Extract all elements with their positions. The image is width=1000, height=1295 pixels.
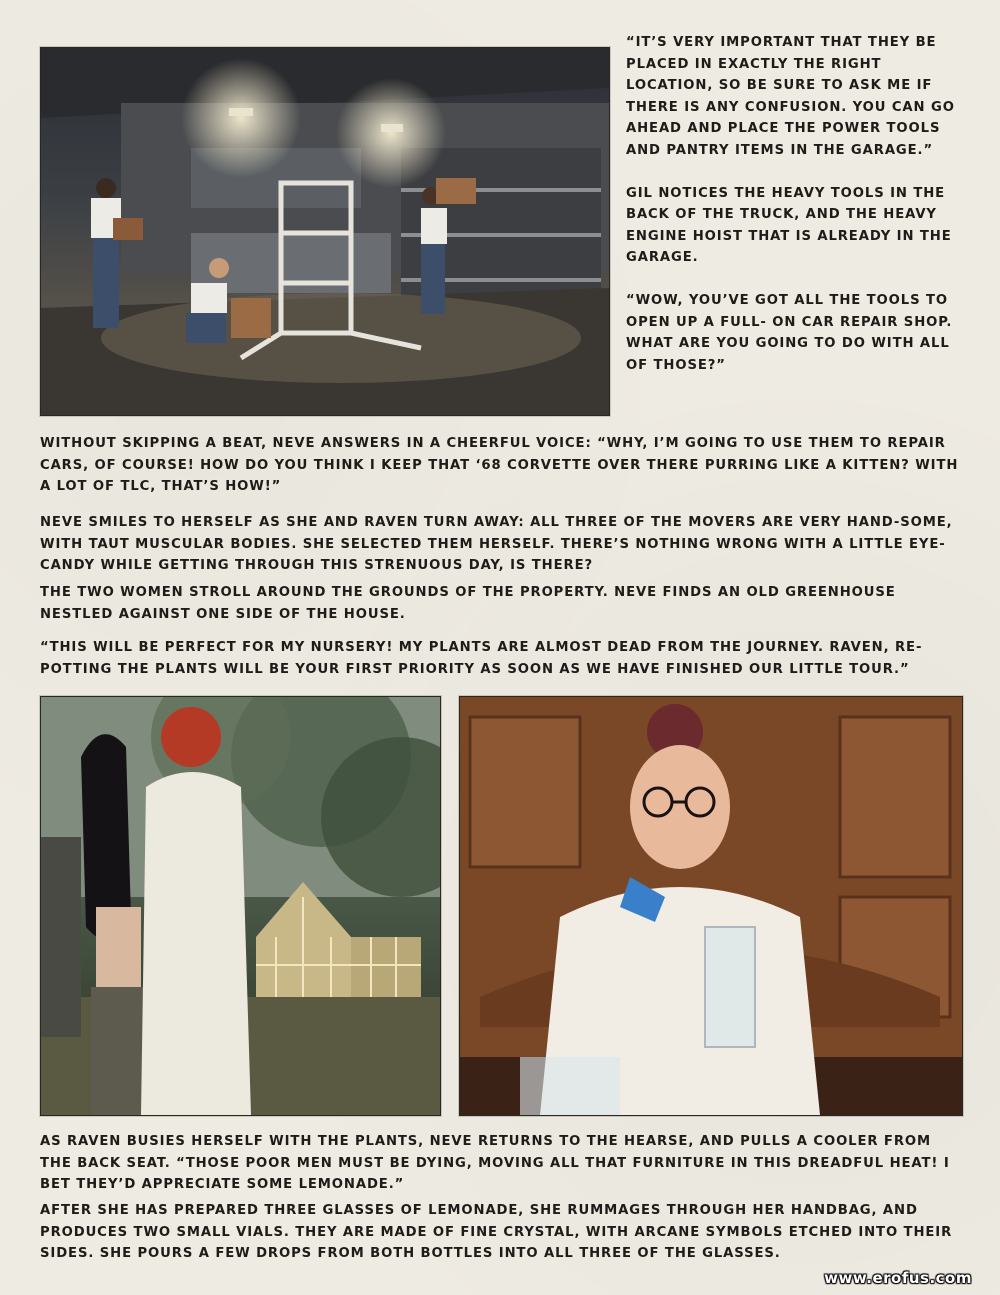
watermark: www.erofus.com [824,1269,972,1287]
greenhouse-illustration [40,696,441,1116]
garage-illustration [40,47,610,416]
narration-movers: NEVE SMILES TO HERSELF AS SHE AND RAVEN TURN AWAY: ALL THREE OF THE MOVERS ARE VERY HAND-SOME, WITH TAUT MUSCULAR BODIES. SHE SELECTED THEM HERSELF. THERE’S NOTHING WRONG WITH A LITTLE EYE-CANDY WHILE GETTING THROUGH THIS STRENUOUS DAY, IS THERE? [40,515,953,573]
kitchen-illustration [459,696,963,1116]
narration-cooler: AS RAVEN BUSIES HERSELF WITH THE PLANTS, NEVE RETURNS TO THE HEARSE, AND PULLS A COOLER FROM THE BACK SEAT. “THOSE POOR MEN MUST BE DYING, MOVING ALL THAT FURNITURE IN THIS DREADFUL HEAT! I BET THEY’D APPRECIATE SOME LEMONADE.” [40,1134,950,1192]
narration-cheerful-answer: WITHOUT SKIPPING A BEAT, NEVE ANSWERS IN A CHEERFUL VOICE: “WHY, I’M GOING TO USE THEM TO REPAIR CARS, OF COURSE! HOW DO YOU THINK I KEEP THAT ‘68 CORVETTE OVER THERE PURRING LIKE A KITTEN? WITH A LOT OF TLC, THAT’S HOW!” [40,436,959,494]
narration-stroll: THE TWO WOMEN STROLL AROUND THE GROUNDS OF THE PROPERTY. NEVE FINDS AN OLD GREENHOUSE NESTLED AGAINST ONE SIDE OF THE HOUSE. [40,585,896,622]
narration-top-right: “IT’S VERY IMPORTANT THAT THEY BE PLACED IN EXACTLY THE RIGHT LOCATION, SO BE SURE TO ASK ME IF THERE IS ANY CONFUSION. YOU CAN GO AHEAD AND PLACE THE POWER TOOLS AND PANTRY ITEMS IN THE GARAGE.” GIL NOTICES THE HEAVY TOOLS IN THE BACK OF THE TRUCK, AND THE HEAVY ENGINE HOIST THAT IS ALREADY IN THE GARAGE. “WOW, YOU’VE GOT ALL THE TOOLS TO OPEN UP A FULL- ON CAR REPAIR SHOP. WHAT ARE YOU GOING TO DO WITH ALL OF THOSE?” [626,35,955,373]
narration-nursery: “THIS WILL BE PERFECT FOR MY NURSERY! MY PLANTS ARE ALMOST DEAD FROM THE JOURNEY. RAVEN, RE-POTTING THE PLANTS WILL BE YOUR FIRST PRIORITY AS SOON AS WE HAVE FINISHED OUR LITTLE TOUR.” [40,640,923,677]
narration-vials: AFTER SHE HAS PREPARED THREE GLASSES OF LEMONADE, SHE RUMMAGES THROUGH HER HANDBAG, AND PRODUCES TWO SMALL VIALS. THEY ARE MADE OF FINE CRYSTAL, WITH ARCANE SYMBOLS ETCHED INTO THEIR SIDES. SHE POURS A FEW DROPS FROM BOTH BOTTLES INTO ALL THREE OF THE GLASSES. [40,1203,953,1261]
